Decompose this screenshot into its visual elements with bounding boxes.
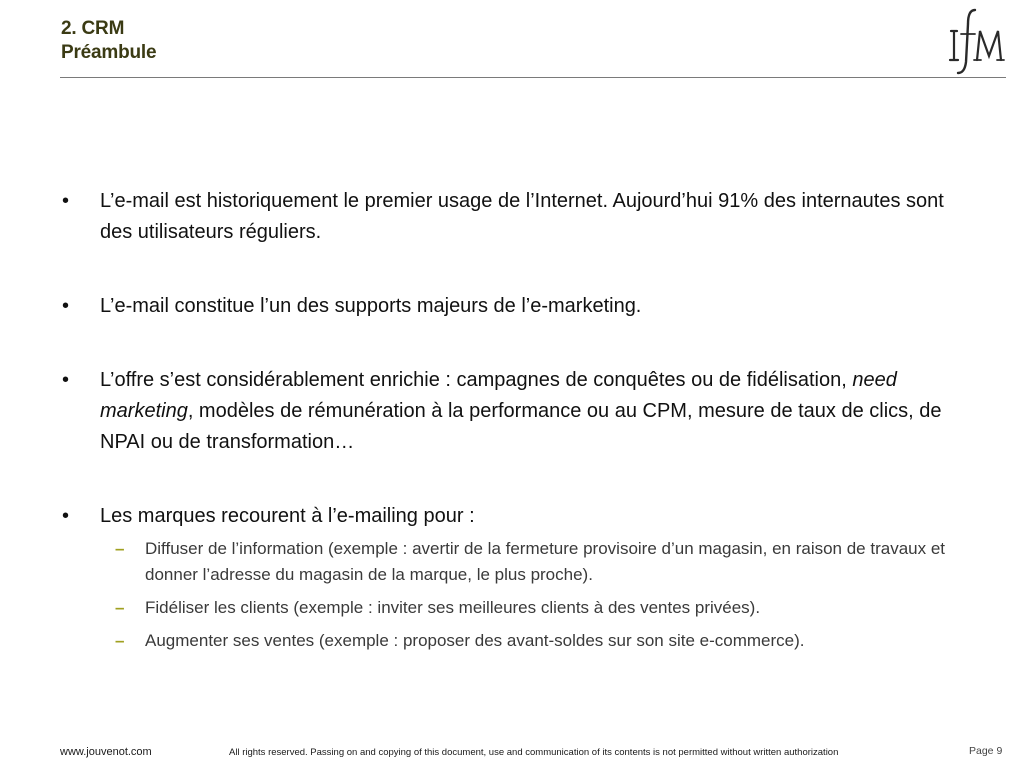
slide-title: Préambule — [61, 42, 157, 63]
footer-copyright: All rights reserved. Passing on and copying of this document, use and communication of its contents is not permitted without written authorization — [229, 747, 839, 758]
bullet-item — [62, 186, 972, 248]
sub-item-text: Augmenter ses ventes (exemple : proposer des avant-soldes sur son site e-commerce). — [145, 631, 805, 650]
sub-item-text: Diffuser de l’information (exemple : avertir de la fermeture provisoire d’un magasin, en raison de travaux et donner l’adresse du magasin de la marque, le plus proche). — [145, 539, 946, 584]
dash-marker: – — [115, 598, 125, 617]
bullet-text: Les marques recourent à l’e-mailing pour : — [100, 505, 475, 527]
bullet-item — [62, 501, 972, 532]
bullet-item — [62, 291, 972, 322]
bullet-text-italic: need marketing — [100, 369, 897, 422]
section-heading: 2. CRM — [61, 18, 125, 39]
bullet-marker: • — [62, 505, 70, 527]
bullet-text: L’e-mail est historiquement le premier usage de l’Internet. Aujourd’hui 91% des internautes sont des utilisateurs réguliers. — [100, 190, 944, 243]
dash-marker: – — [115, 631, 125, 650]
dash-marker: – — [115, 539, 125, 558]
bullet-item — [62, 365, 972, 458]
footer-website-link[interactable]: www.jouvenot.com — [60, 746, 152, 758]
page-number: Page 9 — [969, 745, 1003, 757]
header-divider — [60, 77, 1006, 78]
bullet-list — [62, 186, 972, 661]
sub-item — [62, 536, 972, 588]
sub-item — [62, 628, 972, 654]
ifm-logo — [944, 4, 1010, 76]
sub-item-text: Fidéliser les clients (exemple : inviter ses meilleures clients à des ventes privées). — [145, 598, 761, 617]
bullet-text-start: L’offre s’est considérablement enrichie : campagnes de conquêtes ou de fidélisation, — [100, 369, 853, 391]
bullet-marker: • — [62, 369, 70, 391]
bullet-text: L’e-mail constitue l’un des supports majeurs de l’e-marketing. — [100, 295, 642, 317]
bullet-marker: • — [62, 295, 70, 317]
page-title — [61, 17, 156, 65]
bullet-text-end: , modèles de rémunération à la performance ou au CPM, mesure de taux de clics, de NPAI ou de transformation… — [100, 400, 942, 453]
sub-list — [62, 536, 972, 654]
sub-item — [62, 595, 972, 621]
bullet-marker: • — [62, 190, 70, 212]
